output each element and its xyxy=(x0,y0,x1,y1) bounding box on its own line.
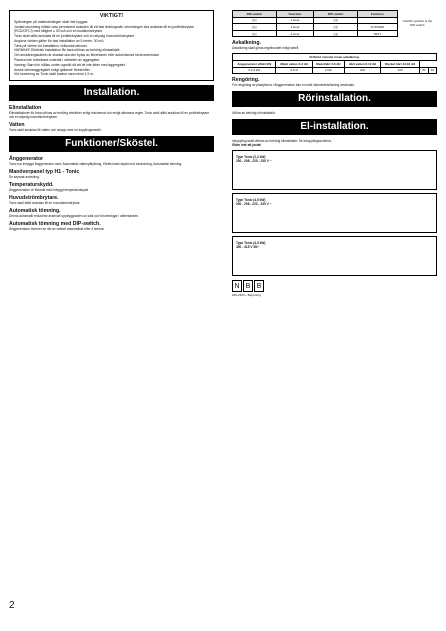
dip-cell: ▯▯▯ xyxy=(314,30,358,37)
elinstallation-banner: El-installation. xyxy=(232,119,437,135)
dip-cell: 2 Hour xyxy=(276,30,314,37)
warning-box xyxy=(9,10,214,81)
warning-item: Tonic skall alltid anslutas till en jordfelsbrytare och en allpolig huvudströmbrytare. xyxy=(14,34,136,38)
section-title: Automatisk tömning. xyxy=(9,208,61,215)
wiring-volt: 200 - 208 - 220 - 230 V ~ xyxy=(236,159,272,164)
section-title: Elinstallation xyxy=(9,105,42,112)
section-text: Tonic skall alltid anslutas till en huvudströmbrytare. xyxy=(9,201,81,206)
wiring-label: Type Tonic (4,5 kW) xyxy=(236,241,266,246)
el-text: Inkoppling skall utföras av behörig elinstallatör. Se inkopplingsschema. xyxy=(232,139,332,144)
dip-header: Function xyxy=(357,11,397,18)
dip-cell: AUTIMER xyxy=(357,24,397,31)
section-title: Huvudströmbrytare. xyxy=(9,195,59,202)
wiring-diagram xyxy=(232,236,437,276)
warning-item: Varning: Barn bör hållas under uppsikt så att de inte leker med aggregatet. xyxy=(14,62,126,67)
descale-header: Ånggenerator effekt kW xyxy=(233,60,276,67)
section-title: Ånggenerator xyxy=(9,156,44,163)
wiring-diagram xyxy=(232,150,437,190)
dip-header: DIP-switch xyxy=(233,11,277,18)
descale-cell: 100 xyxy=(381,67,420,74)
section-text: Avkalkning skall göras regelbundet enligt tabell. xyxy=(232,46,300,51)
terminal-block xyxy=(232,280,437,292)
warning-item: Vid montering av Tonic skall bastun vara minst 1,9 m. xyxy=(14,72,94,77)
section-text: Ånggeneratorn tömmer en del av vattnet automatiskt efter 4 timmar. xyxy=(9,227,105,232)
dip-cell: ▯▯▯ xyxy=(233,30,277,37)
section-title: Avkalkning. xyxy=(232,40,261,47)
section-title: Temperaturskydd. xyxy=(9,182,54,189)
section-text: Denna automatik reducerar avsevärt uppbyggnaden av kalk och föroreningar i vattentanken. xyxy=(9,214,140,219)
descale-header: Mycket hårt 12-18 dH xyxy=(381,60,420,67)
dip-cell: 1 Hour xyxy=(276,17,314,24)
section-text: Elinstallationer för bara utföras av behörig elektriker enligt elschemat och enligt allmänna regler. Tonic skall alltid anslutas till en jordfelsbrytare och en allpolig huvudströmbrytare. xyxy=(9,111,209,120)
terminal-n: N xyxy=(232,280,242,292)
descale-cell: 2 flsk xyxy=(312,67,344,74)
section-text: Tonic har inbyggd ånggenerator med: Automatisk vattenpåfyllning, Elektroniskt skydd mot torrkokning, Automatisk tömning. xyxy=(9,162,183,167)
descale-header: Hårt vatten 6-12 dH xyxy=(345,60,381,67)
dip-cell: TEST xyxy=(357,30,397,37)
descale-cell: 200 xyxy=(345,67,381,74)
dip-switch-table xyxy=(232,10,437,37)
section-title: Automatisk tömning med DIP-switch. xyxy=(9,221,101,228)
descale-cell: 80 xyxy=(420,67,428,74)
warning-list xyxy=(14,20,209,76)
funktioner-banner: Funktioner/Sköstel. xyxy=(9,136,214,152)
warning-title: VIKTIGT! xyxy=(99,13,124,19)
warning-item: Angivna värden gäller för fast installation av 5 meter, 30 mA. xyxy=(14,38,105,43)
descale-cell: 40 xyxy=(428,67,436,74)
dip-cell: 1 Hour xyxy=(276,24,314,31)
section-text: För rengöring av plastytorna i ånggeneratorn kan en mild diskmedelslösning användas. xyxy=(232,83,355,88)
warning-item: Tänk på värme vid installation i träkonstruktioner. xyxy=(14,43,88,48)
dip-cell: ▯▯▯ xyxy=(233,17,277,24)
right-column xyxy=(232,10,437,298)
warning-item: Anslut värmeaggregatet enligt gällande föreskrifter. xyxy=(14,67,91,72)
wiring-label: Type Tonic (2,2 kW) xyxy=(236,155,266,160)
dip-cell xyxy=(357,17,397,24)
section-title: Vatten xyxy=(9,122,25,129)
descale-cell: 5,0 dl xyxy=(276,67,312,74)
terminal-b: B xyxy=(243,280,253,292)
dip-cell: ▯▯▯ xyxy=(233,24,277,31)
wiring-label: Type Tonic (4,5 kW) xyxy=(236,198,266,203)
section-text: Tonic skall anslutas till vatten och avlopp med en kopplingsmedel. xyxy=(9,128,102,133)
warning-item: Spänningen på materialmärgen skall inte byggas. xyxy=(14,20,89,25)
warning-item: VARNING! Elektrisk installation får bara utföras av behörig elinstallatör. xyxy=(14,48,121,53)
wiring-diagram xyxy=(232,193,437,233)
descale-table xyxy=(232,53,437,74)
warning-item: Om anslutningskabeln är skadad ska den bytas av tillverkaren eller auktoriserad serviceverkstad. xyxy=(14,53,160,58)
ror-text: Utföra av behörig rörinstallatör. xyxy=(232,111,276,116)
descale-header: Mjukt vatten 0-3 dH xyxy=(276,60,312,67)
terminal-b: B xyxy=(254,280,264,292)
ground-warning: Glöm inte att jorda! xyxy=(232,143,262,148)
dip-note: =Switch position is the DIP-switch xyxy=(402,18,433,27)
descale-title: Driftstid i timmar innan avkalkning. xyxy=(233,54,437,61)
warning-item: Jordad utrustning måste vara permanent ansluten till ett fast ledningsnät; utrustningen ska anslutas till en jordfelsbrytare (RCD/GFCI) med tålighet ≤ 30 mA och en isolationsbrytare. xyxy=(14,25,194,34)
dip-cell: ▯▯▯ xyxy=(314,24,358,31)
dip-header: Function xyxy=(276,11,314,18)
section-text: Ånggeneratorn är försedd med inbyggt temperaturskydd. xyxy=(9,188,90,193)
page-number: 2 xyxy=(9,600,15,611)
left-column xyxy=(9,10,214,231)
descale-header: Medelhårt 3-6 dH xyxy=(312,60,344,67)
section-title: Manöverpanel typ H1 - Tonic xyxy=(9,169,80,176)
descale-cell: 2,2-9 kW xyxy=(233,67,276,74)
section-title: Rengöring. xyxy=(232,77,260,84)
installation-banner: Installation. xyxy=(9,85,214,101)
wiring-volt: 400 - 415 V 3N~ xyxy=(236,245,260,250)
rorinstallation-banner: Rörinstallation. xyxy=(232,91,437,107)
warning-item: Placera inte brännbara material i närheten av aggregatet. xyxy=(14,57,100,62)
dip-header: DIP-switch xyxy=(314,11,358,18)
dip-cell: ▯▯▯ xyxy=(314,17,358,24)
supply-label: 200-240V~ Belysning xyxy=(232,293,261,298)
section-text: Se separat anvisning. xyxy=(9,175,40,180)
wiring-volt: 200 - 208 - 220 - 230 V ~ xyxy=(236,202,272,207)
